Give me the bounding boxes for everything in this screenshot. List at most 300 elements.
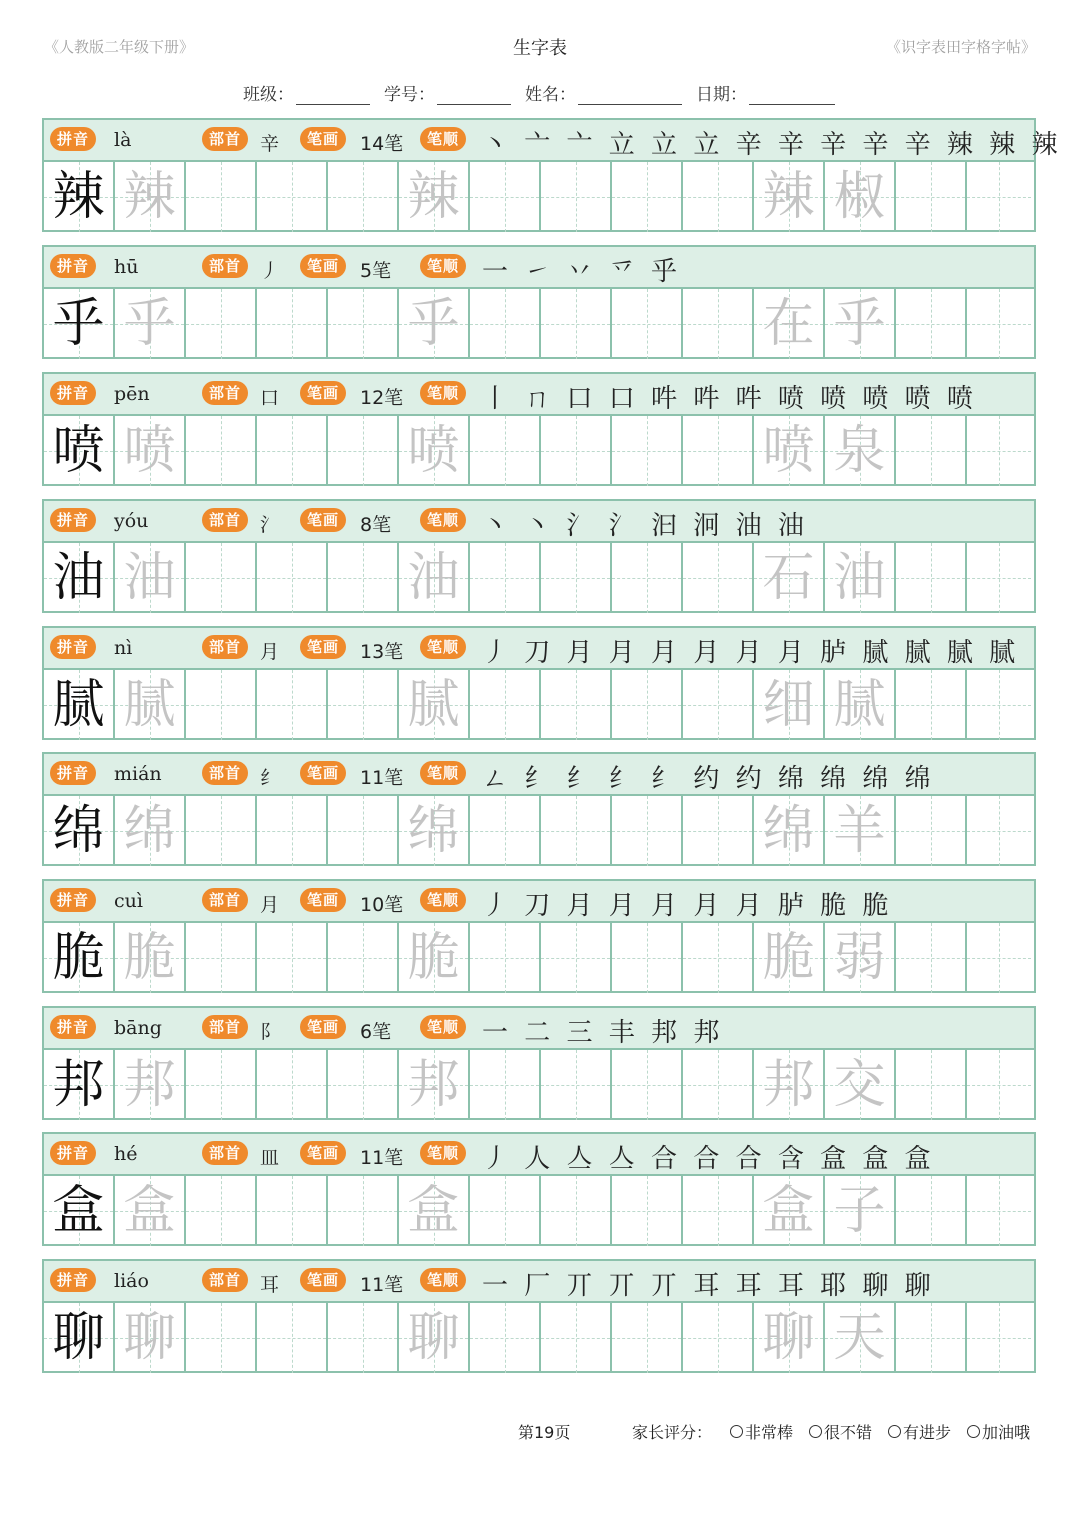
stroke-count-value: 8笔 [360,514,392,536]
word-character-cell[interactable] [754,162,825,232]
radical-value: 阝 [260,1021,280,1043]
rating-option-good[interactable] [809,1420,872,1443]
pinyin-badge: 拼音 [50,127,96,151]
word-character-cell[interactable] [754,416,825,486]
model-character-cell[interactable] [44,923,115,993]
practice-cell[interactable] [967,670,1031,740]
pinyin-value: là [114,129,132,151]
practice-cell[interactable] [683,1303,754,1373]
character-row [42,752,1036,866]
character-row [42,626,1036,740]
model-character-cell[interactable] [44,1303,115,1373]
pinyin-value: hé [114,1143,138,1165]
trace-character-cell[interactable] [115,1050,186,1120]
word-character-cell[interactable] [754,1176,825,1246]
practice-cell[interactable] [612,923,683,993]
stroke-order-badge: 笔顺 [420,254,466,278]
student-number-blank[interactable] [437,86,511,105]
character-glyph: 腻 [123,675,176,735]
trace-character-cell[interactable] [115,1176,186,1246]
stroke-order-badge: 笔顺 [420,761,466,785]
rating-option-label: 有进步 [903,1423,952,1442]
practice-cell[interactable] [683,416,754,486]
practice-cell[interactable] [328,1176,399,1246]
model-character-cell[interactable] [44,670,115,740]
radical-value: 耳 [260,1274,280,1296]
practice-cell[interactable] [683,289,754,359]
character-glyph: 细 [762,675,815,735]
practice-cell[interactable] [328,416,399,486]
stroke-count-value: 5笔 [360,260,392,282]
date-field[interactable] [696,80,835,105]
practice-cell[interactable] [257,162,328,232]
character-glyph: 盒 [762,1181,815,1241]
word-character-cell[interactable] [825,796,896,866]
word-character-cell[interactable] [825,416,896,486]
trace-character-cell[interactable] [399,1303,470,1373]
character-row [42,1006,1036,1120]
radical-badge: 部首 [202,127,248,151]
character-glyph: 腻 [407,675,460,735]
stroke-count-value: 11笔 [360,1274,404,1296]
practice-cell[interactable] [186,289,257,359]
radical-value: 月 [260,641,280,663]
character-glyph: 喷 [123,421,176,481]
radical-value: 纟 [260,767,280,789]
class-blank[interactable] [296,86,370,105]
practice-cell[interactable] [470,289,541,359]
practice-cell[interactable] [612,543,683,613]
stroke-order-sequence: 丶 亠 亠 立 立 立 辛 辛 辛 辛 辛 辣 辣 辣 [482,130,1062,160]
stroke-count-badge: 笔画 [300,635,346,659]
word-character-cell[interactable] [825,289,896,359]
radical-value: 氵 [260,514,280,536]
name-blank[interactable] [578,86,682,105]
stroke-order-badge: 笔顺 [420,1141,466,1165]
practice-cell[interactable] [328,162,399,232]
stroke-count-value: 11笔 [360,767,404,789]
radical-badge: 部首 [202,1268,248,1292]
stroke-order-sequence: 丿 人 亼 亼 合 合 合 含 盒 盒 盒 [482,1144,935,1174]
name-field[interactable] [525,80,682,105]
character-glyph: 脆 [762,928,815,988]
row-header [44,1008,1034,1050]
practice-cell[interactable] [612,162,683,232]
practice-cell[interactable] [683,162,754,232]
character-glyph: 邦 [52,1055,105,1115]
practice-cell[interactable] [470,796,541,866]
character-row [42,1259,1036,1373]
stroke-order-badge: 笔顺 [420,1015,466,1039]
trace-character-cell[interactable] [115,670,186,740]
practice-cell[interactable] [328,543,399,613]
practice-cell[interactable] [896,796,967,866]
row-header [44,754,1034,796]
practice-cell[interactable] [541,1303,612,1373]
word-character-cell[interactable] [825,543,896,613]
word-character-cell[interactable] [754,1050,825,1120]
practice-cell[interactable] [470,1303,541,1373]
practice-cell[interactable] [186,1050,257,1120]
practice-cell[interactable] [328,1050,399,1120]
practice-cell[interactable] [186,543,257,613]
stroke-order-sequence: 丿 刀 月 月 月 月 月 月 胪 腻 腻 腻 腻 [482,638,1020,668]
practice-cell[interactable] [683,1050,754,1120]
practice-cell[interactable] [683,670,754,740]
tianzige-grid [44,289,1034,359]
rating-option-improving[interactable] [888,1420,951,1443]
model-character-cell[interactable] [44,162,115,232]
practice-cell[interactable] [612,670,683,740]
character-glyph: 油 [833,548,886,608]
stroke-order-sequence: 丶 丶 氵 氵 汩 泂 油 油 [482,511,808,541]
practice-cell[interactable] [470,923,541,993]
character-glyph: 腻 [52,675,105,735]
character-glyph: 盒 [407,1181,460,1241]
character-glyph: 聊 [762,1308,815,1368]
tianzige-grid [44,1303,1034,1373]
practice-cell[interactable] [967,923,1031,993]
stroke-count-badge: 笔画 [300,1015,346,1039]
practice-cell[interactable] [896,670,967,740]
practice-cell[interactable] [541,1176,612,1246]
practice-cell[interactable] [541,1050,612,1120]
practice-cell[interactable] [967,1176,1031,1246]
character-glyph: 喷 [762,421,815,481]
stroke-order-sequence: 一 ㇀ 丷 乊 乎 [482,257,682,287]
practice-cell[interactable] [612,1303,683,1373]
practice-cell[interactable] [683,543,754,613]
radical-value: 皿 [260,1147,280,1169]
tianzige-grid [44,543,1034,613]
practice-cell[interactable] [470,543,541,613]
stroke-order-badge: 笔顺 [420,888,466,912]
circle-icon [888,1425,901,1438]
character-glyph: 弱 [833,928,886,988]
practice-cell[interactable] [683,1176,754,1246]
character-row [42,879,1036,993]
practice-cell[interactable] [257,796,328,866]
stroke-order-sequence: 丿 刀 月 月 月 月 月 胪 脆 脆 [482,891,893,921]
stroke-order-sequence: ㄥ 纟 纟 纟 纟 约 约 绵 绵 绵 绵 [482,764,935,794]
practice-cell[interactable] [186,416,257,486]
trace-character-cell[interactable] [399,289,470,359]
tianzige-grid [44,162,1034,232]
rating-option-excellent[interactable] [730,1420,793,1443]
practice-cell[interactable] [967,1050,1031,1120]
word-character-cell[interactable] [825,923,896,993]
character-glyph: 聊 [123,1308,176,1368]
stroke-order-badge: 笔顺 [420,508,466,532]
stroke-count-badge: 笔画 [300,381,346,405]
tianzige-grid [44,416,1034,486]
radical-value: 辛 [260,133,280,155]
practice-cell[interactable] [257,543,328,613]
rating-option-label: 加油哦 [982,1423,1031,1442]
character-glyph: 油 [123,548,176,608]
practice-cell[interactable] [257,923,328,993]
trace-character-cell[interactable] [399,162,470,232]
tianzige-grid [44,1050,1034,1120]
row-header [44,247,1034,289]
word-character-cell[interactable] [754,670,825,740]
practice-cell[interactable] [612,796,683,866]
character-glyph: 聊 [407,1308,460,1368]
radical-badge: 部首 [202,508,248,532]
row-header [44,120,1062,162]
stroke-count-badge: 笔画 [300,254,346,278]
character-glyph: 椒 [833,167,886,227]
class-label: 班级： [243,85,294,105]
practice-cell[interactable] [967,416,1031,486]
rating-option-label: 很不错 [824,1423,873,1442]
practice-cell[interactable] [257,1303,328,1373]
pinyin-value: nì [114,637,133,659]
practice-cell[interactable] [896,162,967,232]
word-character-cell[interactable] [825,670,896,740]
practice-cell[interactable] [896,1303,967,1373]
circle-icon [730,1425,743,1438]
pinyin-value: cuì [114,890,143,912]
class-field[interactable] [243,80,370,105]
stroke-order-badge: 笔顺 [420,381,466,405]
practice-cell[interactable] [328,923,399,993]
practice-cell[interactable] [470,416,541,486]
trace-character-cell[interactable] [115,543,186,613]
practice-cell[interactable] [967,289,1031,359]
practice-cell[interactable] [257,1050,328,1120]
trace-character-cell[interactable] [115,923,186,993]
character-glyph: 天 [833,1308,886,1368]
trace-character-cell[interactable] [115,796,186,866]
character-glyph: 石 [762,548,815,608]
practice-cell[interactable] [541,416,612,486]
practice-cell[interactable] [967,796,1031,866]
character-glyph: 泉 [833,421,886,481]
practice-cell[interactable] [257,289,328,359]
word-character-cell[interactable] [825,1303,896,1373]
trace-character-cell[interactable] [399,923,470,993]
practice-cell[interactable] [612,289,683,359]
stroke-count-badge: 笔画 [300,1268,346,1292]
trace-character-cell[interactable] [399,1050,470,1120]
practice-cell[interactable] [541,543,612,613]
word-character-cell[interactable] [825,1050,896,1120]
rating-option-keep-going[interactable] [967,1420,1030,1443]
stroke-order-sequence: 丨 ㄇ 口 口 吽 吽 吽 喷 喷 喷 喷 喷 [482,384,977,414]
book-title: 《人教版二年级下册》 [44,38,195,56]
practice-cell[interactable] [328,796,399,866]
student-number-label: 学号： [384,85,435,105]
word-character-cell[interactable] [754,1303,825,1373]
character-glyph: 邦 [407,1055,460,1115]
pinyin-badge: 拼音 [50,508,96,532]
row-header [44,374,1034,416]
radical-value: 月 [260,894,280,916]
character-glyph: 绵 [52,801,105,861]
practice-cell[interactable] [896,1050,967,1120]
radical-badge: 部首 [202,635,248,659]
practice-cell[interactable] [896,289,967,359]
practice-cell[interactable] [328,1303,399,1373]
character-glyph: 辣 [407,167,460,227]
model-character-cell[interactable] [44,1050,115,1120]
stroke-count-badge: 笔画 [300,1141,346,1165]
character-glyph: 辣 [52,167,105,227]
model-character-cell[interactable] [44,289,115,359]
character-glyph: 辣 [123,167,176,227]
radical-badge: 部首 [202,761,248,785]
practice-cell[interactable] [328,670,399,740]
pinyin-badge: 拼音 [50,381,96,405]
trace-character-cell[interactable] [115,162,186,232]
word-character-cell[interactable] [754,543,825,613]
practice-cell[interactable] [186,1176,257,1246]
practice-cell[interactable] [257,1176,328,1246]
character-glyph: 辣 [762,167,815,227]
practice-cell[interactable] [683,796,754,866]
practice-cell[interactable] [541,670,612,740]
pinyin-badge: 拼音 [50,1141,96,1165]
model-character-cell[interactable] [44,416,115,486]
character-glyph: 脆 [407,928,460,988]
stroke-count-value: 11笔 [360,1147,404,1169]
practice-cell[interactable] [186,796,257,866]
page-number: 第19页 [518,1423,571,1442]
date-blank[interactable] [749,86,835,105]
character-glyph: 油 [52,548,105,608]
practice-cell[interactable] [257,670,328,740]
word-character-cell[interactable] [825,162,896,232]
practice-cell[interactable] [186,923,257,993]
stroke-order-badge: 笔顺 [420,635,466,659]
practice-cell[interactable] [896,923,967,993]
practice-cell[interactable] [612,1050,683,1120]
character-glyph: 子 [833,1181,886,1241]
practice-cell[interactable] [470,1050,541,1120]
practice-cell[interactable] [683,923,754,993]
character-glyph: 乎 [407,294,460,354]
radical-badge: 部首 [202,1015,248,1039]
character-glyph: 绵 [762,801,815,861]
pinyin-value: liáo [114,1270,149,1292]
practice-cell[interactable] [257,416,328,486]
word-character-cell[interactable] [754,923,825,993]
radical-value: 丿 [260,260,280,282]
model-character-cell[interactable] [44,1176,115,1246]
practice-cell[interactable] [470,670,541,740]
practice-cell[interactable] [896,416,967,486]
pinyin-badge: 拼音 [50,761,96,785]
trace-character-cell[interactable] [399,796,470,866]
stroke-count-value: 13笔 [360,641,404,663]
worksheet-subtitle: 《识字表田字格字帖》 [885,38,1036,56]
practice-cell[interactable] [470,1176,541,1246]
stroke-order-sequence: 一 厂 丌 丌 丌 耳 耳 耳 耶 聊 聊 [482,1271,935,1301]
trace-character-cell[interactable] [399,1176,470,1246]
pinyin-badge: 拼音 [50,1015,96,1039]
trace-character-cell[interactable] [399,670,470,740]
character-glyph: 在 [762,294,815,354]
practice-cell[interactable] [967,162,1031,232]
radical-badge: 部首 [202,1141,248,1165]
word-character-cell[interactable] [754,796,825,866]
stroke-count-value: 14笔 [360,133,404,155]
stroke-order-badge: 笔顺 [420,1268,466,1292]
character-row [42,1132,1036,1246]
word-character-cell[interactable] [754,289,825,359]
trace-character-cell[interactable] [399,543,470,613]
practice-cell[interactable] [186,162,257,232]
stroke-count-value: 12笔 [360,387,404,409]
practice-cell[interactable] [328,289,399,359]
trace-character-cell[interactable] [115,289,186,359]
practice-cell[interactable] [186,670,257,740]
practice-cell[interactable] [541,796,612,866]
row-header [44,1134,1034,1176]
stroke-count-badge: 笔画 [300,888,346,912]
character-glyph: 喷 [52,421,105,481]
row-header [44,501,1034,543]
character-row [42,372,1036,486]
trace-character-cell[interactable] [399,416,470,486]
name-label: 姓名： [525,85,576,105]
practice-cell[interactable] [612,1176,683,1246]
practice-cell[interactable] [541,162,612,232]
pinyin-badge: 拼音 [50,635,96,659]
pinyin-badge: 拼音 [50,1268,96,1292]
radical-badge: 部首 [202,888,248,912]
character-glyph: 腻 [833,675,886,735]
practice-cell[interactable] [967,1303,1031,1373]
model-character-cell[interactable] [44,543,115,613]
practice-cell[interactable] [541,923,612,993]
pinyin-value: pēn [114,383,150,405]
pinyin-badge: 拼音 [50,254,96,278]
practice-cell[interactable] [896,543,967,613]
practice-cell[interactable] [896,1176,967,1246]
stroke-order-badge: 笔顺 [420,127,466,151]
practice-cell[interactable] [541,289,612,359]
practice-cell[interactable] [967,543,1031,613]
practice-cell[interactable] [612,416,683,486]
practice-cell[interactable] [186,1303,257,1373]
character-glyph: 绵 [407,801,460,861]
stroke-count-badge: 笔画 [300,127,346,151]
word-character-cell[interactable] [825,1176,896,1246]
student-number-field[interactable] [384,80,511,105]
character-row [42,245,1036,359]
character-glyph: 脆 [52,928,105,988]
radical-badge: 部首 [202,381,248,405]
tianzige-grid [44,923,1034,993]
date-label: 日期： [696,85,747,105]
character-glyph: 盒 [52,1181,105,1241]
model-character-cell[interactable] [44,796,115,866]
pinyin-value: mián [114,763,162,785]
stroke-count-badge: 笔画 [300,508,346,532]
pinyin-value: yóu [114,510,149,532]
trace-character-cell[interactable] [115,416,186,486]
character-glyph: 喷 [407,421,460,481]
stroke-order-sequence: 一 二 三 丰 邦 邦 [482,1018,724,1048]
student-info-row [243,80,849,105]
character-glyph: 盒 [123,1181,176,1241]
practice-cell[interactable] [470,162,541,232]
trace-character-cell[interactable] [115,1303,186,1373]
circle-icon [967,1425,980,1438]
character-glyph: 聊 [52,1308,105,1368]
